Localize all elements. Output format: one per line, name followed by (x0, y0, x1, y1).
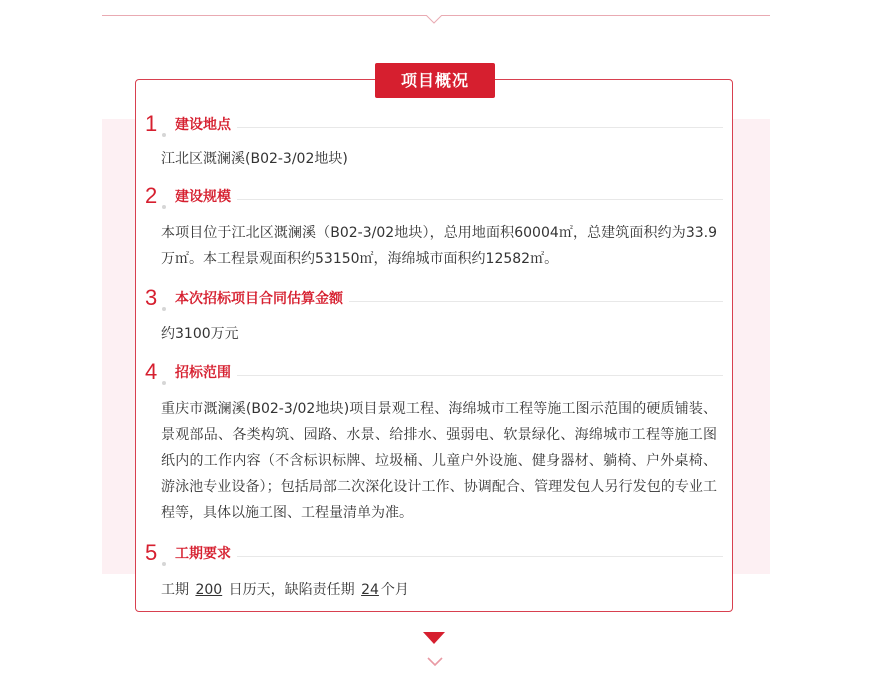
dot-icon (162, 133, 166, 137)
section-title: 招标范围 (175, 363, 237, 383)
chevron-down-icon (427, 657, 443, 666)
section-body-scale: 本项目位于江北区溉澜溪（B02-3/02地块），总用地面积60004㎡，总建筑面积约为33.9万㎡。本工程景观面积约53150㎡，海绵城市面积约12582㎡。 (161, 225, 717, 267)
section-body-schedule (161, 577, 717, 603)
section-heading-location (145, 111, 723, 138)
section-number: 5 (145, 540, 158, 565)
warranty-months-unit: 个月 (380, 582, 409, 598)
section-heading-schedule (145, 540, 723, 567)
section-title: 本次招标项目合同估算金额 (175, 289, 349, 309)
dot-icon (162, 381, 166, 385)
schedule-days-unit: 日历天，缺陷责任期 (228, 582, 355, 598)
heading-rule (175, 375, 723, 376)
dot-icon (162, 205, 166, 209)
section-title: 建设规模 (175, 187, 237, 207)
section-heading-scope (145, 359, 723, 386)
section-number: 2 (145, 183, 158, 208)
card-title: 项目概况 (375, 63, 495, 98)
section-body-contract-amount: 约3100万元 (161, 326, 239, 342)
dot-icon (162, 307, 166, 311)
heading-rule (175, 127, 723, 128)
heading-rule (175, 556, 723, 557)
section-body-location: 江北区溉澜溪(B02-3/02地块) (161, 151, 348, 167)
schedule-prefix: 工期 (161, 582, 189, 598)
section-heading-contract-amount (145, 285, 723, 312)
section-number: 4 (145, 359, 158, 384)
triangle-notch-icon (426, 15, 442, 24)
section-number: 1 (145, 111, 158, 136)
section-title: 工期要求 (175, 544, 237, 564)
warranty-months: 24 (361, 582, 379, 598)
section-heading-scale (145, 183, 723, 210)
triangle-down-icon (423, 632, 445, 644)
section-number: 3 (145, 285, 158, 310)
schedule-days: 200 (195, 582, 223, 598)
heading-rule (175, 199, 723, 200)
section-body-scope: 重庆市溉澜溪(B02-3/02地块)项目景观工程、海绵城市工程等施工图示范围的硬质铺装、景观部品、各类构筑、园路、水景、给排水、强弱电、软景绿化、海绵城市工程等施工图纸内的工作内容（不含标识标牌、垃圾桶、儿童户外设施、健身器材、躺椅、户外桌椅、游泳池专业设备）；包括局部二次深化设计工作、协调配合、管理发包人另行发包的专业工程等，具体以施工图、工程量清单为准。 (161, 401, 717, 521)
section-title: 建设地点 (175, 115, 237, 135)
dot-icon (162, 562, 166, 566)
